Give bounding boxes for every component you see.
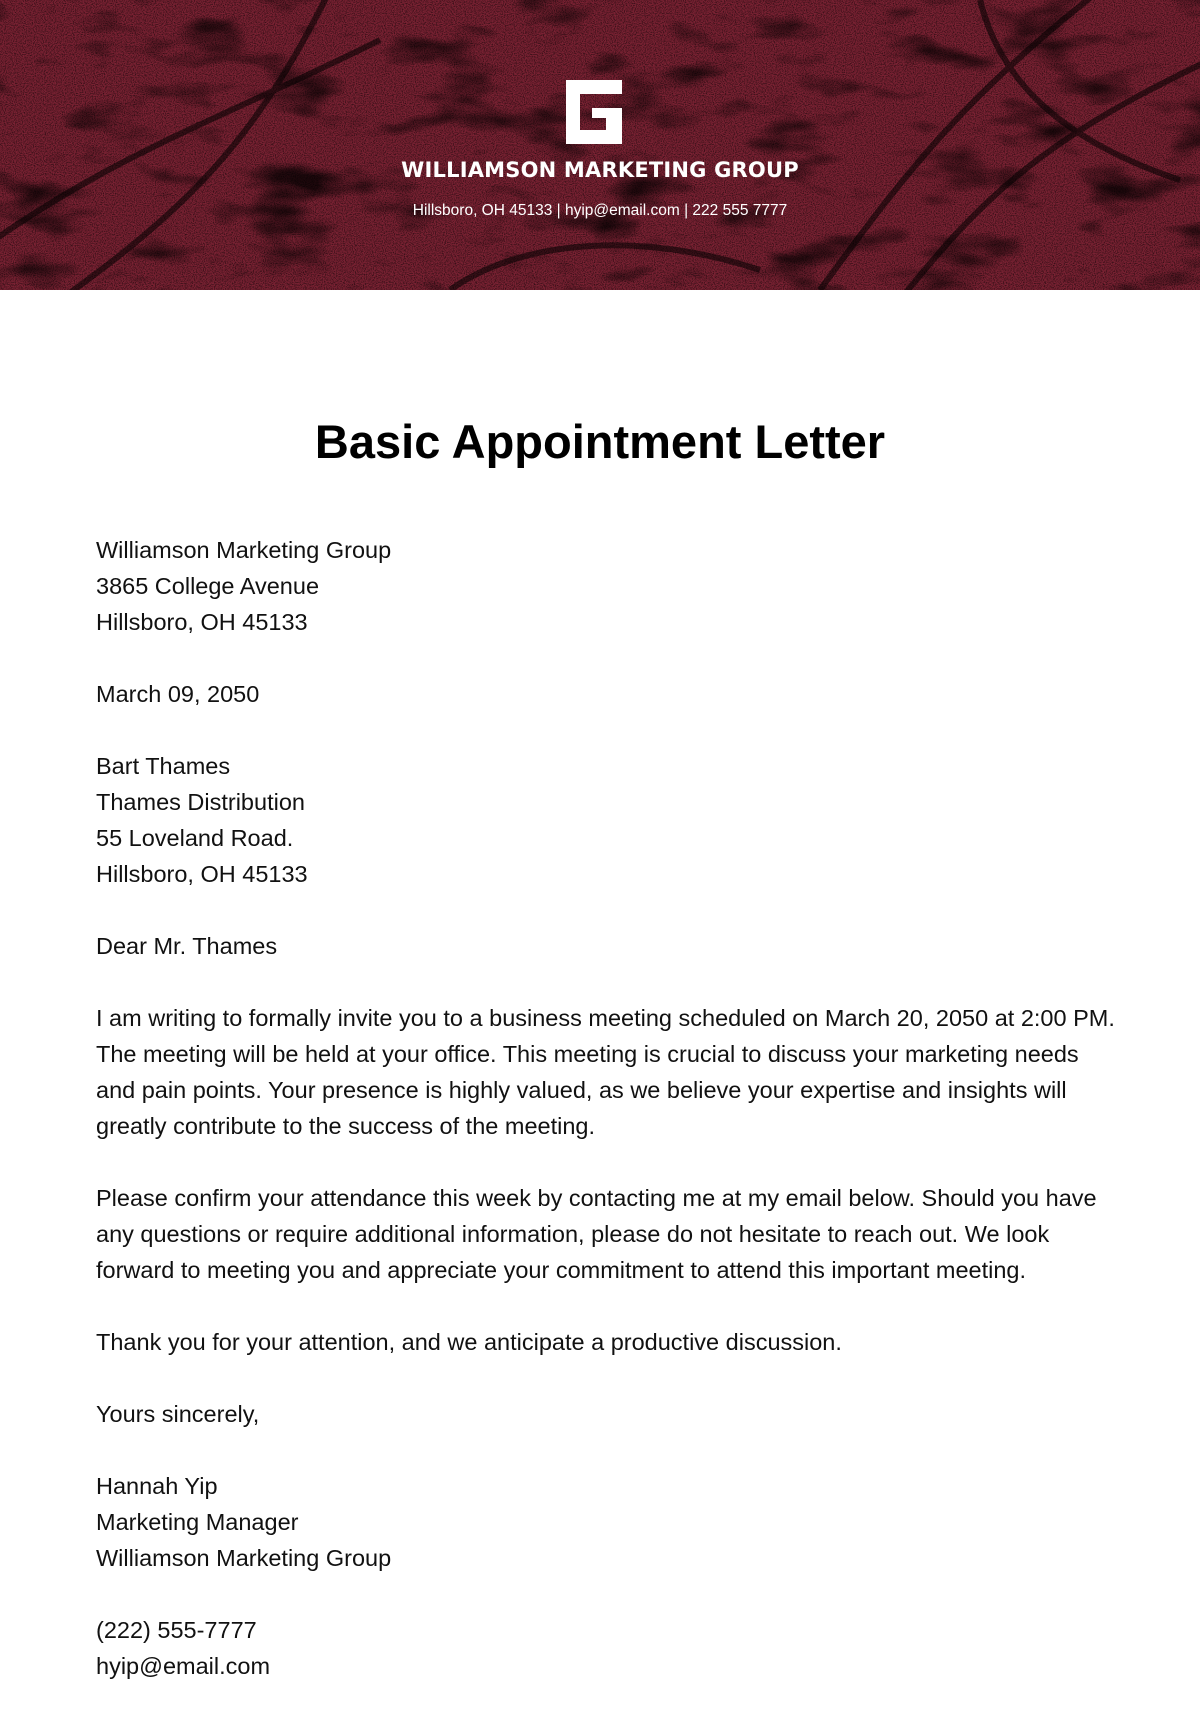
letter-body [96,532,1116,1720]
letterhead-banner [0,0,1200,290]
company-name: WILLIAMSON MARKETING GROUP [401,158,799,182]
closing [96,1396,1116,1432]
signer-phone: (222) 555-7777 [96,1617,257,1643]
page-title: Basic Appointment Letter [314,415,886,468]
signer-company: Williamson Marketing Group [96,1545,392,1571]
signer-email: hyip@email.com [96,1653,271,1679]
closing-text: Yours sincerely, [96,1401,260,1427]
recipient-street: 55 Loveland Road. [96,825,294,851]
letter-date [96,676,1116,712]
date-text: March 09, 2050 [96,681,260,707]
sender-street: 3865 College Avenue [96,573,320,599]
body-paragraph-2: Please confirm your attendance this week by contacting me at my email below. Should you have any questions or require additional information, please do not hesitate to reach out. We look forward to meeting you and appreciate your commitment to attend this important meeting. [96,1185,1097,1283]
sender-company: Williamson Marketing Group [96,537,392,563]
salutation-text: Dear Mr. Thames [96,933,278,959]
recipient-address [96,748,1116,892]
letter-g-logo-icon [560,80,626,144]
recipient-name: Bart Thames [96,753,231,779]
salutation [96,928,1116,964]
body-paragraph-1: I am writing to formally invite you to a business meeting scheduled on March 20, 2050 at 2:00 PM. The meeting will be held at your office. This meeting is crucial to discuss your marketing needs and pain points. Your presence is highly valued, as we believe your expertise and insights will greatly contribute to the success of the meeting. [96,1005,1115,1139]
contact-block [96,1612,1116,1684]
signature-block [96,1468,1116,1576]
recipient-company: Thames Distribution [96,789,305,815]
body-paragraph-3: Thank you for your attention, and we anticipate a productive discussion. [96,1329,842,1355]
signer-name: Hannah Yip [96,1473,218,1499]
sender-address [96,532,1116,640]
sender-city: Hillsboro, OH 45133 [96,609,308,635]
recipient-city: Hillsboro, OH 45133 [96,861,308,887]
textured-background [0,0,1200,290]
signer-role: Marketing Manager [96,1509,299,1535]
company-contact-line: Hillsboro, OH 45133 | hyip@email.com | 222 555 7777 [412,202,788,219]
